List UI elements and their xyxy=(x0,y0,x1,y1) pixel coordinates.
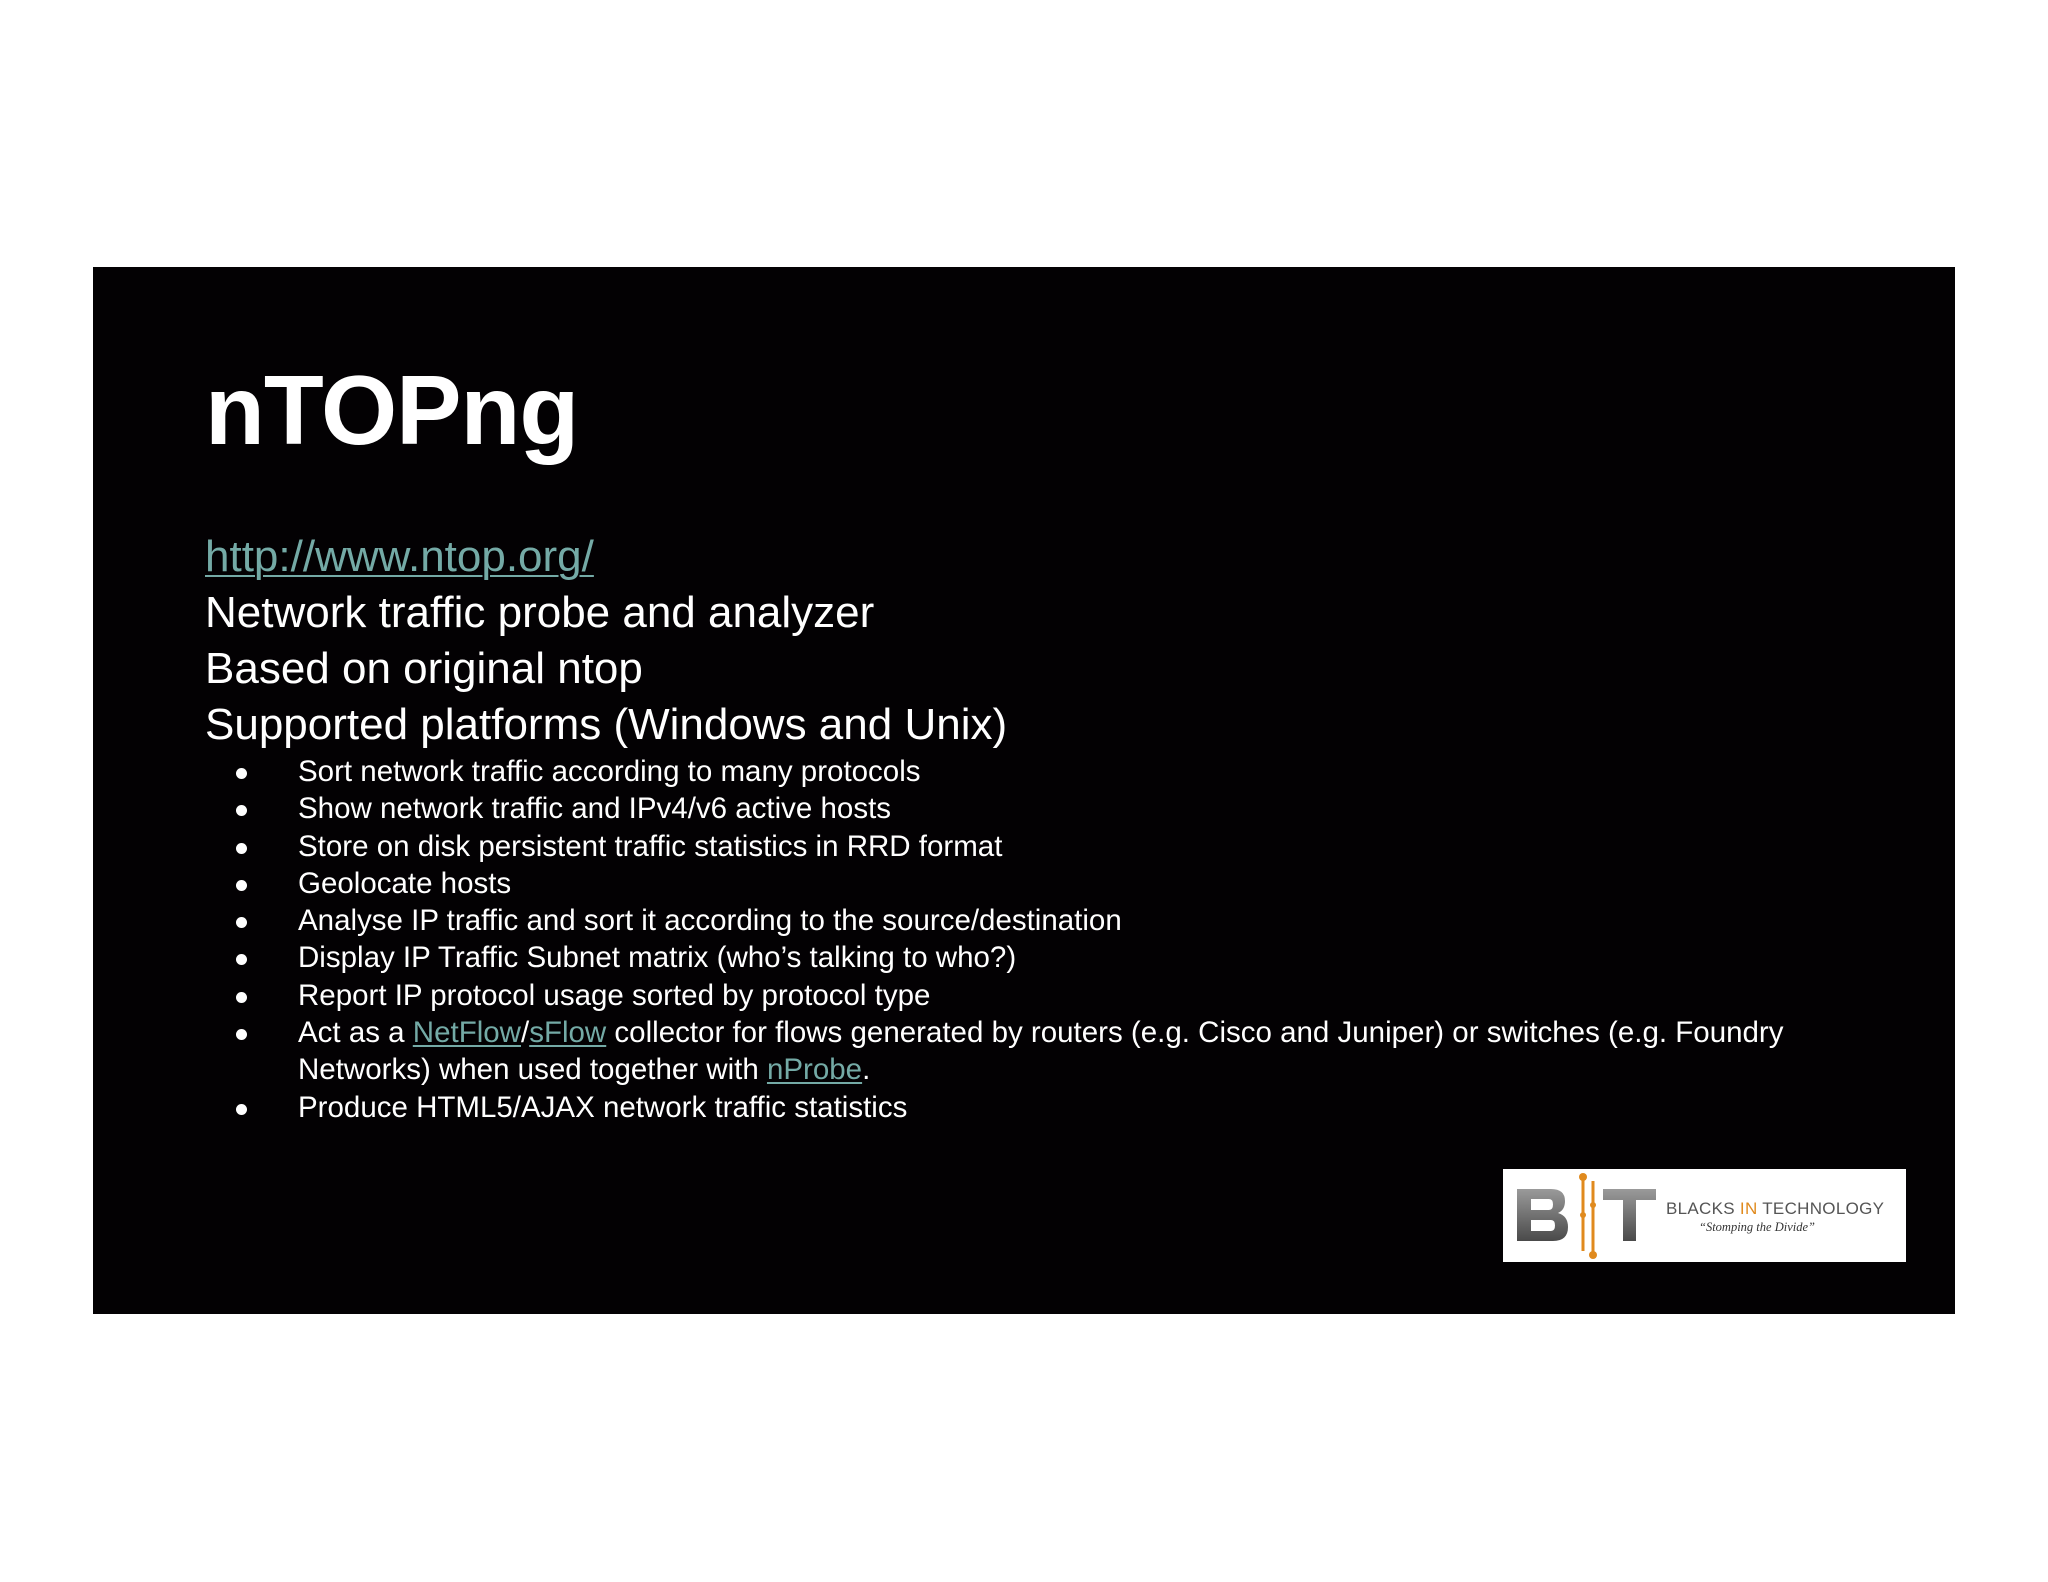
bit-logo-tagline: “Stomping the Divide” xyxy=(1699,1220,1815,1234)
list-item-text: Show network traffic and IPv4/v6 active hosts xyxy=(298,792,892,826)
list-item xyxy=(205,902,1825,939)
bullet-dot xyxy=(236,1029,247,1040)
slide-title: nTOPng xyxy=(205,355,579,465)
list-item-netflow xyxy=(205,1014,1825,1089)
sflow-link[interactable]: sFlow xyxy=(529,1016,607,1050)
list-item xyxy=(205,790,1825,827)
feature-list xyxy=(205,753,1825,1126)
url-line xyxy=(205,529,1825,585)
list-item-text: Produce HTML5/AJAX network traffic statistics xyxy=(298,1090,908,1124)
bullet-dot xyxy=(236,805,247,816)
body-line-2: Based on original ntop xyxy=(205,644,643,693)
netflow-prefix: Act as a xyxy=(298,1016,413,1050)
bullet-dot xyxy=(236,917,247,928)
body-line-3: Supported platforms (Windows and Unix) xyxy=(205,700,1008,749)
body-line-1: Network traffic probe and analyzer xyxy=(205,588,875,637)
slide-body xyxy=(205,529,1825,1126)
bullet-dot xyxy=(236,768,247,779)
bullet-dot xyxy=(236,1104,247,1115)
bullet-dot xyxy=(236,843,247,854)
bullet-dot xyxy=(236,880,247,891)
list-item-text: Sort network traffic according to many protocols xyxy=(298,755,921,788)
bit-logo-name xyxy=(1666,1199,1884,1219)
ntop-url-link[interactable]: http://www.ntop.org/ xyxy=(205,532,594,581)
netflow-link[interactable]: NetFlow xyxy=(412,1016,521,1050)
bit-logo xyxy=(1503,1169,1906,1262)
logo-name-accent: IN xyxy=(1739,1199,1758,1218)
bullet-dot xyxy=(236,992,247,1003)
list-item-text: Display IP Traffic Subnet matrix (who’s talking to who?) xyxy=(298,941,1017,975)
list-item-text: Store on disk persistent traffic statistics in RRD format xyxy=(298,829,1003,863)
nprobe-link[interactable]: nProbe xyxy=(766,1053,863,1087)
bit-logo-mark xyxy=(1503,1169,1663,1262)
netflow-suffix: . xyxy=(862,1053,871,1087)
list-item xyxy=(205,1089,1825,1126)
list-item xyxy=(205,828,1825,865)
list-item-text: Analyse IP traffic and sort it according to the source/destination xyxy=(298,904,1122,938)
list-item xyxy=(205,753,1825,790)
list-item xyxy=(205,939,1825,976)
netflow-middle: collector for flows generated by routers (e.g. Cisco and Juniper) or switches (e.g. Foundry Networks) when used together with xyxy=(298,1016,1784,1087)
logo-name-part2: TECHNOLOGY xyxy=(1757,1199,1885,1218)
slide xyxy=(93,267,1955,1314)
list-item-text: Geolocate hosts xyxy=(298,866,512,900)
logo-name-part1: BLACKS xyxy=(1666,1199,1740,1218)
list-item xyxy=(205,865,1825,902)
list-item xyxy=(205,977,1825,1014)
bullet-dot xyxy=(236,954,247,965)
list-item-text: Report IP protocol usage sorted by protocol type xyxy=(298,978,931,1012)
netflow-separator: / xyxy=(520,1016,530,1050)
